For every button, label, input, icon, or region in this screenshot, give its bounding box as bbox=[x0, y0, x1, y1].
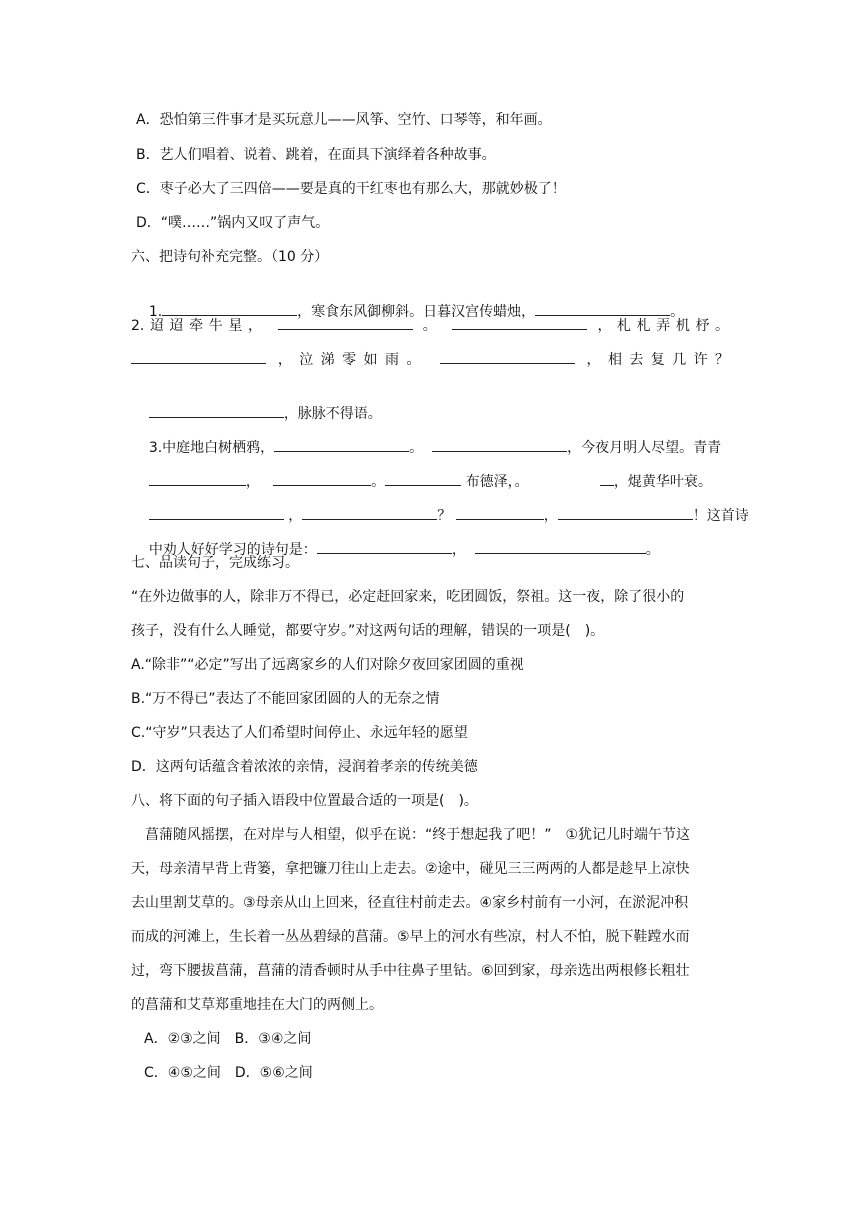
answer-blank[interactable] bbox=[385, 471, 461, 486]
section6-heading: 六、把诗句补充完整。（10 分） bbox=[131, 249, 329, 265]
poem-text: ，泣涕零如雨。 bbox=[277, 352, 428, 368]
poem-text: ，焜黄华叶衰。 bbox=[613, 474, 712, 490]
q5-option-d: D．“噗……”锅内又叹了声气。 bbox=[136, 215, 330, 231]
poem-text: 。 bbox=[409, 440, 424, 456]
section7-option-d: D．这两句话蕴含着浓浓的亲情，浸润着孝亲的传统美德 bbox=[131, 759, 478, 775]
section8-options-row-2: C．④⑤之间 D．⑤⑥之间 bbox=[144, 1065, 313, 1081]
section8-passage-line-3: 去山里割艾草的。③母亲从山上回来，径直往村前走去。④家乡村前有一小河，在淤泥冲积 bbox=[131, 895, 689, 911]
answer-blank[interactable] bbox=[440, 349, 575, 364]
q5-option-c: C．枣子必大了三四倍——要是真的干红枣也有那么大，那就妙极了！ bbox=[136, 181, 566, 197]
answer-blank[interactable] bbox=[131, 349, 266, 364]
poem-text: ，今夜月明人尽望。青青 bbox=[567, 440, 722, 456]
answer-blank[interactable] bbox=[162, 301, 297, 316]
section8-passage-line-1: 菖蒲随风摇摆，在对岸与人相望，似乎在说：“终于想起我了吧！” ①犹记儿时端午节这 bbox=[131, 827, 691, 843]
q5-option-a: A．恐怕第三件事才是买玩意儿——风筝、空竹、口琴等，和年画。 bbox=[136, 112, 552, 128]
poem-text: ，脉脉不得语。 bbox=[283, 406, 382, 422]
poem-text: 。 bbox=[371, 474, 386, 490]
poem-text: 。 bbox=[645, 542, 660, 558]
poem-text: ， bbox=[451, 542, 466, 558]
section7-option-b: B.“万不得已”表达了不能回家团圆的人的无奈之情 bbox=[131, 691, 440, 707]
answer-blank[interactable] bbox=[149, 471, 246, 486]
section7-option-c: C.“守岁”只表达了人们希望时间停止、永远年轻的愿望 bbox=[131, 725, 468, 741]
poem-text: 。 bbox=[422, 318, 443, 334]
answer-blank[interactable] bbox=[600, 471, 614, 486]
poem-text: ，相去复几许？ bbox=[586, 352, 730, 368]
q5-option-b: B．艺人们唱着、说着、跳着，在面具下演绎着各种故事。 bbox=[136, 147, 496, 163]
answer-blank[interactable] bbox=[302, 505, 437, 520]
poem-text: 3.中庭地白树栖鸦， bbox=[148, 440, 275, 456]
poem-text: ！这首诗 bbox=[692, 508, 749, 524]
answer-blank[interactable] bbox=[475, 539, 646, 554]
poem-item-2-line-1 bbox=[131, 315, 729, 336]
poem-text: 中劝人好好学习的诗句是： bbox=[148, 542, 317, 558]
poem-text: ， bbox=[288, 508, 303, 524]
answer-blank[interactable] bbox=[149, 403, 284, 418]
poem-text: 布德泽，。 bbox=[465, 474, 529, 490]
section7-passage-line-2: 孩子，没有什么人睡觉，都要守岁。”对这两句话的理解，错误的一项是( )。 bbox=[131, 623, 605, 639]
section8-passage-line-5: 过，弯下腰拔菖蒲，菖蒲的清香顿时从手中往鼻子里钻。⑥回到家，母亲选出两根修长粗壮 bbox=[131, 963, 690, 979]
poem-text: ，寒食东风御柳斜。日暮汉宫传蜡烛， bbox=[297, 304, 536, 320]
answer-blank[interactable] bbox=[317, 539, 452, 554]
section7-heading: 七、品读句子，完成练习。 bbox=[131, 555, 299, 571]
answer-blank[interactable] bbox=[274, 437, 409, 452]
answer-blank[interactable] bbox=[452, 315, 587, 330]
section8-options-row-1: A．②③之间 B．③④之间 bbox=[144, 1031, 312, 1047]
section7-option-a: A.“除非”“必定”写出了远离家乡的人们对除夕夜回家团圆的重视 bbox=[131, 657, 524, 673]
answer-blank[interactable] bbox=[278, 315, 413, 330]
poem-item-2-line-2 bbox=[131, 349, 729, 370]
answer-blank[interactable] bbox=[535, 301, 670, 316]
item-number: 1. bbox=[148, 304, 163, 320]
answer-blank[interactable] bbox=[558, 505, 693, 520]
section8-heading: 八、将下面的句子插入语段中位置最合适的一项是( )。 bbox=[131, 793, 478, 809]
section8-passage-line-4: 而成的河滩上，生长着一丛丛碧绿的菖蒲。⑤早上的河水有些凉，村人不怕，脱下鞋蹚水而 bbox=[131, 929, 690, 945]
answer-blank[interactable] bbox=[273, 471, 371, 486]
section8-passage-line-2: 天，母亲清早背上背篓，拿把镰刀往山上走去。②途中，碰见三三两两的人都是趁早上凉快 bbox=[131, 861, 690, 877]
poem-text: 。 bbox=[670, 304, 685, 320]
poem-text: ， bbox=[245, 474, 260, 490]
answer-blank[interactable] bbox=[432, 437, 567, 452]
poem-text: ，札札弄机杼。 bbox=[597, 318, 730, 334]
poem-text: ， bbox=[543, 508, 558, 524]
poem-text: 2.迢迢牵牛星， bbox=[131, 318, 268, 334]
section7-passage-line-1: “在外边做事的人，除非万不得已，必定赶回家来，吃团圆饭，祭祖。这一夜，除了很小的 bbox=[131, 589, 685, 605]
answer-blank[interactable] bbox=[149, 505, 284, 520]
poem-text: ？ bbox=[437, 508, 452, 524]
section8-passage-line-6: 的菖蒲和艾草郑重地挂在大门的两侧上。 bbox=[131, 997, 383, 1013]
answer-blank[interactable] bbox=[456, 505, 544, 520]
